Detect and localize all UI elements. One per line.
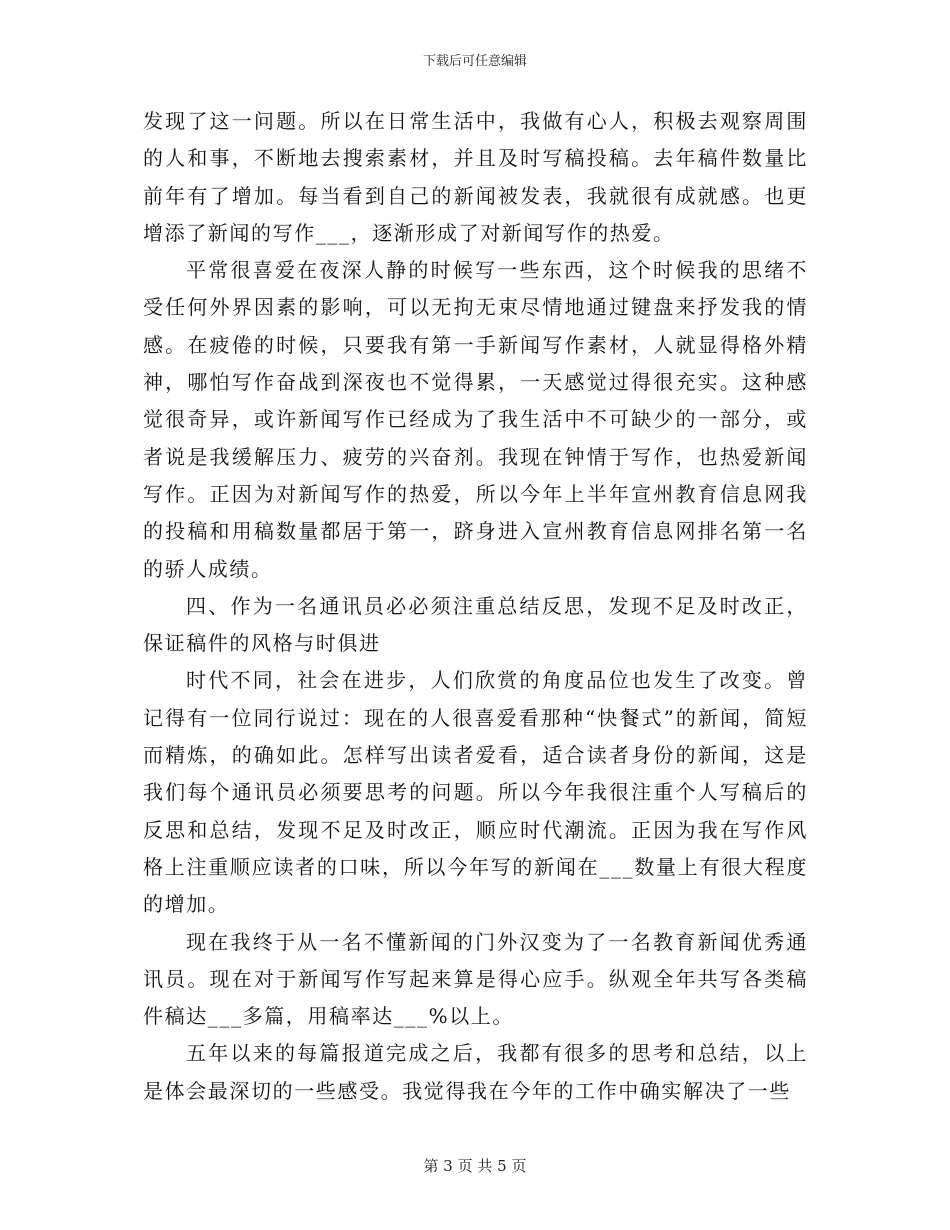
page-header: 下载后可任意编辑 — [422, 54, 527, 69]
section-heading-4: 四、作为一名通讯员必必须注重总结反思，发现不足及时改正，保证稿件的风格与时俱进 — [143, 593, 808, 656]
page-footer: 第 3 页 共 5 页 — [423, 1157, 527, 1175]
document-body — [143, 103, 808, 1110]
paragraph-3: 时代不同，社会在进步，人们欣赏的角度品位也发生了改变。曾记得有一位同行说过：现在的人很喜爱看那种“快餐式”的新闻，简短而精炼，的确如此。怎样写出读者爱看，适合读者身份的新闻，这是我们每个通讯员必须要思考的问题。所以今年我很注重个人写稿后的反思和总结，发现不足及时改正，顺应时代潮流。正因为我在写作风格上注重顺应读者的口味，所以今年写的新闻在___数量上有很大程度的增加。 — [143, 668, 808, 917]
paragraph-4: 现在我终于从一名不懂新闻的门外汉变为了一名教育新闻优秀通讯员。现在对于新闻写作写起来算是得心应手。纵观全年共写各类稿件稿达___多篇，用稿率达___%以上。 — [143, 929, 808, 1029]
paragraph-2: 平常很喜爱在夜深人静的时候写一些东西，这个时候我的思绪不受任何外界因素的影响，可以无拘无束尽情地通过键盘来抒发我的情感。在疲倦的时候，只要我有第一手新闻写作素材，人就显得格外精神，哪怕写作奋战到深夜也不觉得累，一天感觉过得很充实。这种感觉很奇异，或许新闻写作已经成为了我生活中不可缺少的一部分，或者说是我缓解压力、疲劳的兴奋剂。我现在钟情于写作，也热爱新闻写作。正因为对新闻写作的热爱，所以今年上半年宣州教育信息网我的投稿和用稿数量都居于第一，跻身进入宣州教育信息网排名第一名的骄人成绩。 — [143, 258, 808, 581]
paragraph-5: 五年以来的每篇报道完成之后，我都有很多的思考和总结，以上是体会最深切的一些感受。我觉得我在今年的工作中确实解决了一些 — [143, 1041, 808, 1103]
paragraph-1: 发现了这一问题。所以在日常生活中，我做有心人，积极去观察周围的人和事，不断地去搜索素材，并且及时写稿投稿。去年稿件数量比前年有了增加。每当看到自己的新闻被发表，我就很有成就感。也更增添了新闻的写作___，逐渐形成了对新闻写作的热爱。 — [143, 109, 808, 245]
